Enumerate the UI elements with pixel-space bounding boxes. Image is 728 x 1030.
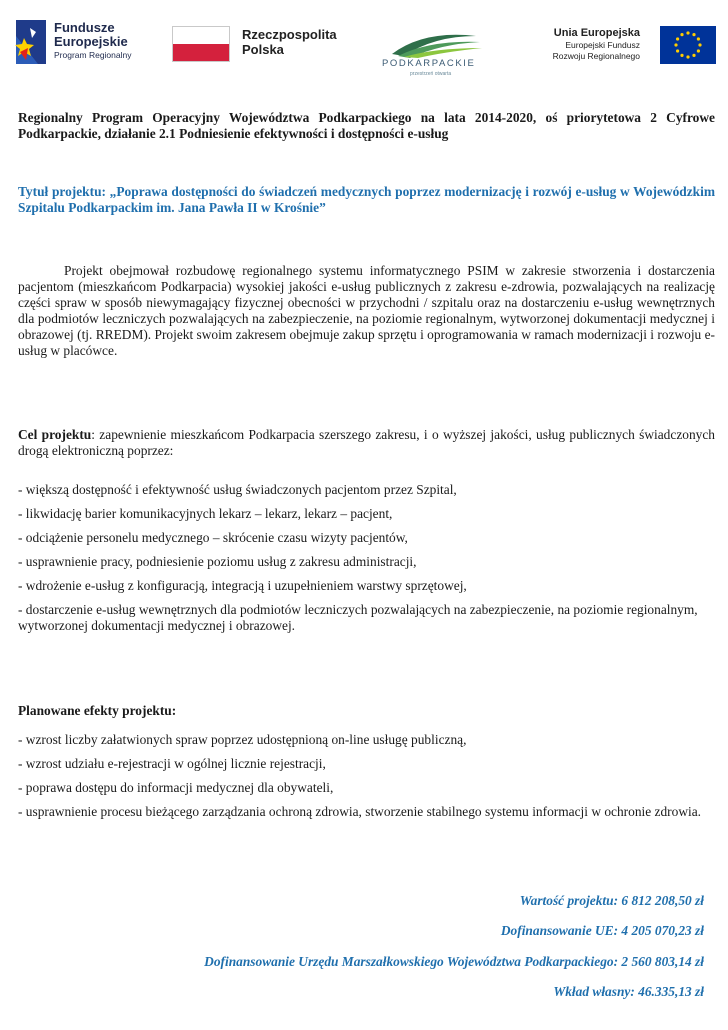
own-contribution: Wkład własny: 46.335,13 zł (553, 984, 704, 999)
eu-flag-icon (660, 26, 716, 64)
program-header: Regionalny Program Operacyjny Województwa Podkarpackiego na lata 2014-2020, oś priorytetowa 2 Cyfrowe Podkarpackie, działanie 2.1 Podniesienie efektywności i dostępności e-usług (18, 110, 715, 141)
unia-europejska-logo (532, 26, 722, 76)
marshal-office-funding: Dofinansowanie Urzędu Marszałkowskiego Województwa Podkarpackiego: 2 560 803,14 zł (204, 954, 704, 969)
effects-heading: Planowane efekty projektu: (18, 703, 177, 718)
polish-flag-icon (172, 26, 230, 62)
goal-text: : zapewnienie mieszkańcom Podkarpacia szerszego zakresu, i o wyższej jakości, usług publicznych świadczonych drogą elektroniczną poprzez: (18, 427, 715, 458)
effects-list (18, 732, 715, 828)
effects-item: - wzrost liczby załatwionych spraw poprzez udostępnioną on-line usługę publiczną, (18, 732, 467, 747)
podkarpackie-wordmark: PODKARPACKIE (382, 58, 476, 69)
effects-item: - usprawnienie procesu bieżącego zarządzania ochroną zdrowia, stworzenie stabilnego systemu informacji w ochronie zdrowia. (18, 804, 702, 819)
rp-line2: Polska (242, 42, 284, 57)
podkarpackie-wave-icon (384, 26, 484, 58)
fe-line2: Europejskie (54, 34, 128, 49)
project-value: Wartość projektu: 6 812 208,50 zł (519, 893, 704, 908)
fundusze-europejskie-text (54, 21, 131, 61)
ue-line2: Europejski Fundusz (565, 40, 640, 50)
fe-line3: Program Regionalny (54, 50, 132, 60)
goal-item: - wdrożenie e-usług z konfiguracją, integracją i uzupełnieniem warstwy sprzętowej, (18, 578, 467, 593)
intro-paragraph: Projekt obejmował rozbudowę regionalnego systemu informatycznego PSIM w zakresie stworzenia i dostarczenia pacjentom (mieszkańcom Podkarpacia) wysokiej jakości e-usług publicznych z zakresu e-zdrowia, pozwalających na realizację części spraw w sposób niewymagający fizycznej obecności w przychodni / szpitalu oraz na dostarczeniu e-usług wewnętrznych dla podmiotów leczniczych pozwalających na zabezpieczenie, na poziomie regionalnym, wytworzonej dokumentacji medycznej i obrazowej (tj. RREDM). Projekt swoim zakresem obejmuje zakup sprzętu i oprogramowania w ramach modernizacji i rozwoju e-usług w placówce. (18, 263, 715, 358)
podkarpackie-tagline: przestrzeń otwarta (410, 71, 452, 77)
ue-line3: Rozwoju Regionalnego (552, 51, 640, 61)
rp-line1: Rzeczpospolita (242, 27, 337, 42)
rzeczpospolita-polska-logo (172, 26, 342, 70)
eu-funding: Dofinansowanie UE: 4 205 070,23 zł (500, 923, 704, 938)
intro-section (18, 263, 715, 359)
rzeczpospolita-polska-text (242, 27, 337, 57)
goal-item: - dostarczenie e-usług wewnętrznych dla podmiotów leczniczych pozwalających na zabezpieczenie, na poziomie regionalnym, wytworzonej dokumentacji medycznej i obrazowej. (18, 602, 698, 633)
goal-list (18, 482, 715, 642)
project-title: Tytuł projektu: „Poprawa dostępności do świadczeń medycznych poprzez modernizację i rozwój e-usług w Wojewódzkim Szpitalu Podkarpackim im. Jana Pawła II w Krośnie” (18, 184, 715, 215)
effects-item: - wzrost udziału e-rejestracji w ogólnej licznie rejestracji, (18, 756, 326, 771)
effects-item: - poprawa dostępu do informacji medycznej dla obywateli, (18, 780, 334, 795)
goal-item: - usprawnienie pracy, podniesienie poziomu usług z zakresu administracji, (18, 554, 417, 569)
fundusze-europejskie-logo (14, 16, 154, 72)
fundusze-europejskie-icon (14, 18, 50, 68)
goal-item: - odciążenie personelu medycznego – skrócenie czasu wizyty pacjentów, (18, 530, 408, 545)
goal-label: Cel projektu (18, 427, 92, 442)
podkarpackie-logo (380, 26, 490, 76)
ue-line1: Unia Europejska (553, 27, 640, 39)
goal-item: - większą dostępność i efektywność usług świadczonych pacjentom przez Szpital, (18, 482, 457, 497)
goal-section (18, 427, 715, 459)
logo-strip (0, 12, 728, 77)
unia-europejska-text (553, 26, 640, 62)
fe-line1: Fundusze (54, 20, 115, 35)
goal-item: - likwidację barier komunikacyjnych lekarz – lekarz, lekarz – pacjent, (18, 506, 393, 521)
